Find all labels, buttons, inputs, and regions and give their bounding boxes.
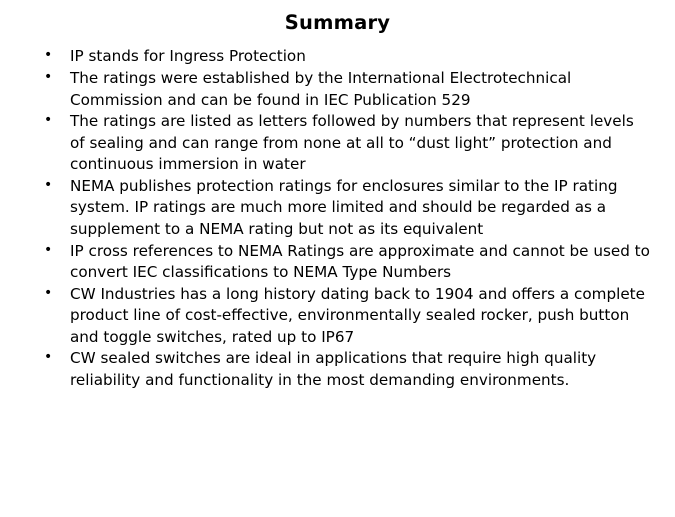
list-item	[40, 111, 653, 176]
bullet-point-icon: •	[44, 112, 53, 129]
bullet-point-icon: •	[44, 284, 53, 301]
page-title: Summary	[284, 11, 391, 34]
list-item	[40, 176, 653, 241]
list-item-text: CW Industries has a long history dating back to 1904 and offers a complete product line of cost-effective, environmentally sealed rocker, push button and toggle switches, rated up to IP67	[70, 284, 645, 346]
bullet-point-icon: •	[44, 47, 53, 64]
list-item-text: IP cross references to NEMA Ratings are approximate and cannot be used to convert IEC classifications to NEMA Type Numbers	[70, 241, 650, 282]
list-item-text: CW sealed switches are ideal in applications that require high quality reliability and functionality in the most demanding environments.	[70, 349, 597, 390]
list-item	[40, 241, 653, 284]
bullet-point-icon: •	[44, 68, 53, 85]
list-item	[40, 284, 653, 349]
bullet-point-icon: •	[44, 176, 53, 193]
list-item	[40, 348, 653, 391]
summary-bullet-list	[0, 46, 675, 391]
list-item-text: The ratings are listed as letters followed by numbers that represent levels of sealing and can range from none at all to “dust light” protection and continuous immersion in water	[70, 112, 634, 174]
list-item-text: IP stands for Ingress Protection	[70, 47, 306, 66]
bullet-point-icon: •	[44, 241, 53, 258]
slide-container	[0, 11, 675, 517]
list-item	[40, 68, 653, 111]
bullet-point-icon: •	[44, 349, 53, 366]
list-item	[40, 46, 653, 68]
list-item-text: The ratings were established by the International Electrotechnical Commission and can be found in IEC Publication 529	[70, 68, 572, 109]
list-item-text: NEMA publishes protection ratings for enclosures similar to the IP rating system. IP ratings are much more limited and should be regarded as a supplement to a NEMA rating but not as its equivalent	[70, 176, 618, 239]
